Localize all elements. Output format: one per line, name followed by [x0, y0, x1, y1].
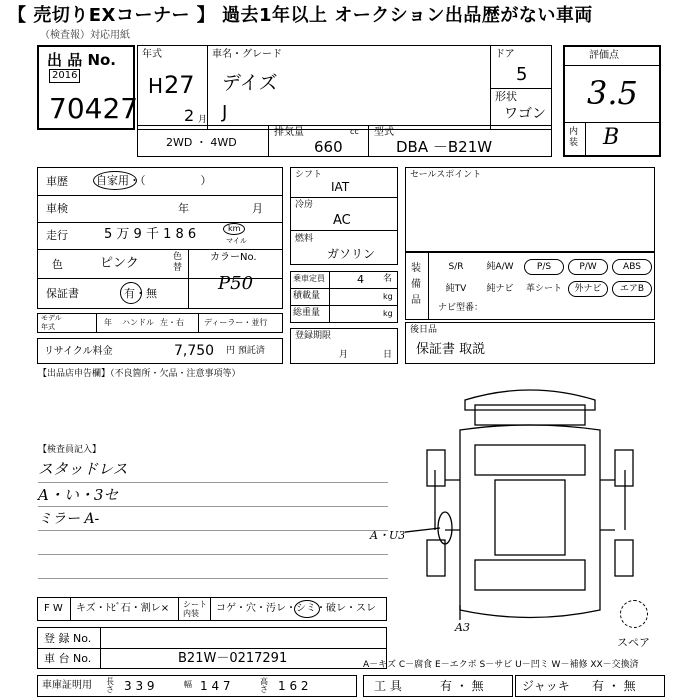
history-value: 自家用・（ ）: [96, 174, 212, 187]
equipment-item: S/R: [448, 262, 464, 272]
history-label: 車歴: [46, 175, 68, 188]
seat-items: コゲ・穴・汚レ・シミ・破レ・スレ: [216, 603, 376, 614]
dimensions-row: [37, 675, 357, 697]
details-box: [37, 167, 283, 309]
score-value: 3.5: [587, 74, 638, 112]
score-label: 評価点: [589, 50, 619, 61]
score-box: [563, 45, 661, 157]
length-label: 長さ: [106, 677, 114, 694]
aircon-value: AC: [333, 213, 351, 228]
model-year-label2: 年式: [41, 323, 55, 331]
inspection-year: 年: [178, 202, 189, 215]
equipment-item: P/W: [568, 259, 608, 275]
year-value: 27: [164, 71, 195, 99]
capacity-label: 乗車定員: [293, 274, 325, 283]
model-code-value: DBA －B21W: [396, 138, 493, 156]
equipment-item: 革シート: [525, 284, 562, 294]
color-value: ピンク: [100, 256, 139, 271]
registration-period-day: 日: [383, 350, 393, 360]
recycle-value: 7,750: [174, 343, 215, 359]
mileage-label: 走行: [46, 229, 68, 242]
shape-label: 形状: [495, 90, 517, 103]
year-month: 2: [184, 106, 195, 125]
chassis-value: B21W－0217291: [178, 651, 288, 666]
shift-value: IAT: [331, 180, 350, 194]
inspector-label: 【検査員記入】: [38, 445, 102, 455]
gross-unit: kg: [383, 309, 393, 318]
fuel-value: ガソリン: [327, 247, 376, 261]
inspector-line-3: ミラー A-: [38, 511, 100, 527]
equipment-item: 純A/W: [486, 262, 514, 272]
mileage-unit-km: km: [228, 224, 241, 233]
recycle-box: [37, 338, 283, 364]
shape-value: ワゴン: [504, 106, 546, 122]
tools-label: 工 具: [374, 679, 402, 693]
year-month-unit: 月: [198, 115, 208, 125]
registration-period-label: 登録期限: [295, 331, 332, 341]
tools-value: 有 ・ 無: [440, 679, 484, 693]
recycle-label: リサイクル料金: [44, 346, 113, 357]
capacity-value: 4: [357, 273, 364, 286]
banner: [0, 0, 700, 34]
height-label: 高さ: [260, 677, 268, 694]
gross-label: 総重量: [293, 308, 321, 318]
registration-period-box: [290, 328, 398, 364]
equipment-item: エアB: [612, 281, 652, 297]
registration-period-month: 月: [339, 350, 349, 360]
displacement-unit: cc: [350, 127, 359, 136]
year-era: H: [148, 74, 164, 98]
shift-label: シフト: [295, 170, 323, 180]
inspector-line-2: A・い・3セ: [38, 486, 119, 504]
banner-text: 【 売切りEXコーナー 】 過去1年以上 オークション出品歴がない車両: [8, 5, 593, 26]
spare-label: スペア: [617, 636, 650, 649]
color-code-label: カラーNo.: [210, 252, 257, 263]
fw-row: [37, 597, 387, 621]
shift-box: [290, 167, 398, 265]
drive-value: 2WD ・ 4WD: [166, 136, 237, 149]
capacity-unit: 名: [383, 274, 393, 284]
aircon-label: 冷房: [295, 200, 314, 210]
length-value: 3 3 9: [124, 679, 155, 693]
color-change-label: 色替: [173, 252, 183, 273]
navi-model-label: ナビ型番：: [438, 303, 484, 313]
tools-box: [363, 675, 513, 697]
model-year-year: 年: [104, 318, 112, 327]
inspection-label: 車検: [46, 202, 68, 215]
inspection-month: 月: [252, 202, 263, 215]
equipment-box: [405, 252, 655, 320]
interior-label: 内装: [569, 127, 579, 148]
equipment-item: 純ナビ: [486, 284, 514, 294]
model-year-dealer: ディーラー・並行: [204, 318, 268, 327]
car-name: デイズ: [222, 72, 278, 94]
equipment-item: 純TV: [445, 284, 467, 294]
after-items-value: 保証書 取説: [416, 342, 486, 357]
model-year-label1: モデル: [41, 314, 62, 322]
height-value: 1 6 2: [278, 679, 309, 693]
car-label: 車名・グレード: [212, 49, 282, 60]
fw-items: キズ・ﾄﾋﾞ石・割レ×: [76, 603, 170, 614]
subtitle-cut: （検査報）対応用紙: [40, 30, 130, 41]
seat-label: シート内装: [183, 600, 207, 618]
spec-row: [137, 125, 552, 157]
seller-notes-label: 【出品店申告欄】（不良箇所・欠品・注意事項等）: [38, 369, 241, 379]
reg-no-label: 登 録 No.: [44, 632, 92, 645]
displacement-value: 660: [314, 138, 343, 156]
damage-legend: A－キズ C－腐食 E－エクボ S－サビ U－凹ミ W－補修 XX－交換済: [363, 660, 639, 670]
equipment-item: ABS: [612, 259, 652, 275]
equipment-label: 装備品: [411, 263, 421, 306]
width-value: 1 4 7: [200, 679, 231, 693]
warranty-label: 保証書: [46, 287, 79, 300]
load-unit: kg: [383, 292, 393, 301]
mileage-value: 5 万 9 千 1 8 6: [104, 227, 197, 242]
doors-value: 5: [516, 64, 528, 85]
recycle-unit: 円 預託済: [226, 346, 265, 356]
equipment-item: P/S: [524, 259, 564, 275]
jack-value: 有 ・ 無: [592, 679, 636, 693]
lot-label: 出 品 No.: [47, 51, 117, 69]
model-year-handle: ハンドル: [122, 318, 154, 327]
registration-box: [37, 627, 387, 669]
model-code-label: 型式: [374, 127, 394, 138]
jack-label: ジャッキ: [522, 679, 570, 693]
model-year-lr: 左・右: [160, 318, 184, 327]
warranty-value: 有・無: [124, 287, 157, 300]
dimensions-label: 車庫証明用: [42, 680, 92, 691]
after-items-box: [405, 322, 655, 364]
doors-label: ドア: [495, 49, 515, 60]
chassis-label: 車 台 No.: [44, 652, 92, 665]
lot-box: [37, 45, 139, 130]
spare-tire-icon: [620, 600, 648, 628]
interior-value: B: [603, 125, 620, 150]
lot-year: 2016: [49, 69, 80, 83]
car-damage-diagram: [405, 380, 655, 630]
sales-point-label: セールスポイント: [410, 170, 482, 180]
fuel-label: 燃料: [295, 234, 314, 244]
width-label: 幅: [184, 680, 192, 689]
damage-mark-bottom: A3: [455, 621, 470, 634]
equipment-item: 外ナビ: [568, 281, 608, 297]
inspector-line-1: スタッドレス: [38, 460, 128, 478]
fw-label: F W: [44, 603, 63, 614]
after-items-label: 後日品: [410, 325, 438, 335]
year-label: 年式: [142, 49, 162, 60]
damage-mark-left: A・U3: [370, 529, 406, 542]
car-info-box: [137, 45, 552, 130]
capacity-box: [290, 271, 398, 323]
lot-number: 70427: [49, 92, 139, 125]
displacement-label: 排気量: [274, 127, 304, 138]
color-label: 色: [52, 258, 63, 271]
model-year-row: [37, 313, 283, 333]
color-code-value: P50: [218, 273, 254, 294]
car-grade: J: [222, 102, 228, 123]
jack-box: [515, 675, 665, 697]
mileage-unit-mile: マイル: [226, 237, 247, 245]
load-label: 積載量: [293, 291, 321, 301]
sales-point-box: [405, 167, 655, 252]
